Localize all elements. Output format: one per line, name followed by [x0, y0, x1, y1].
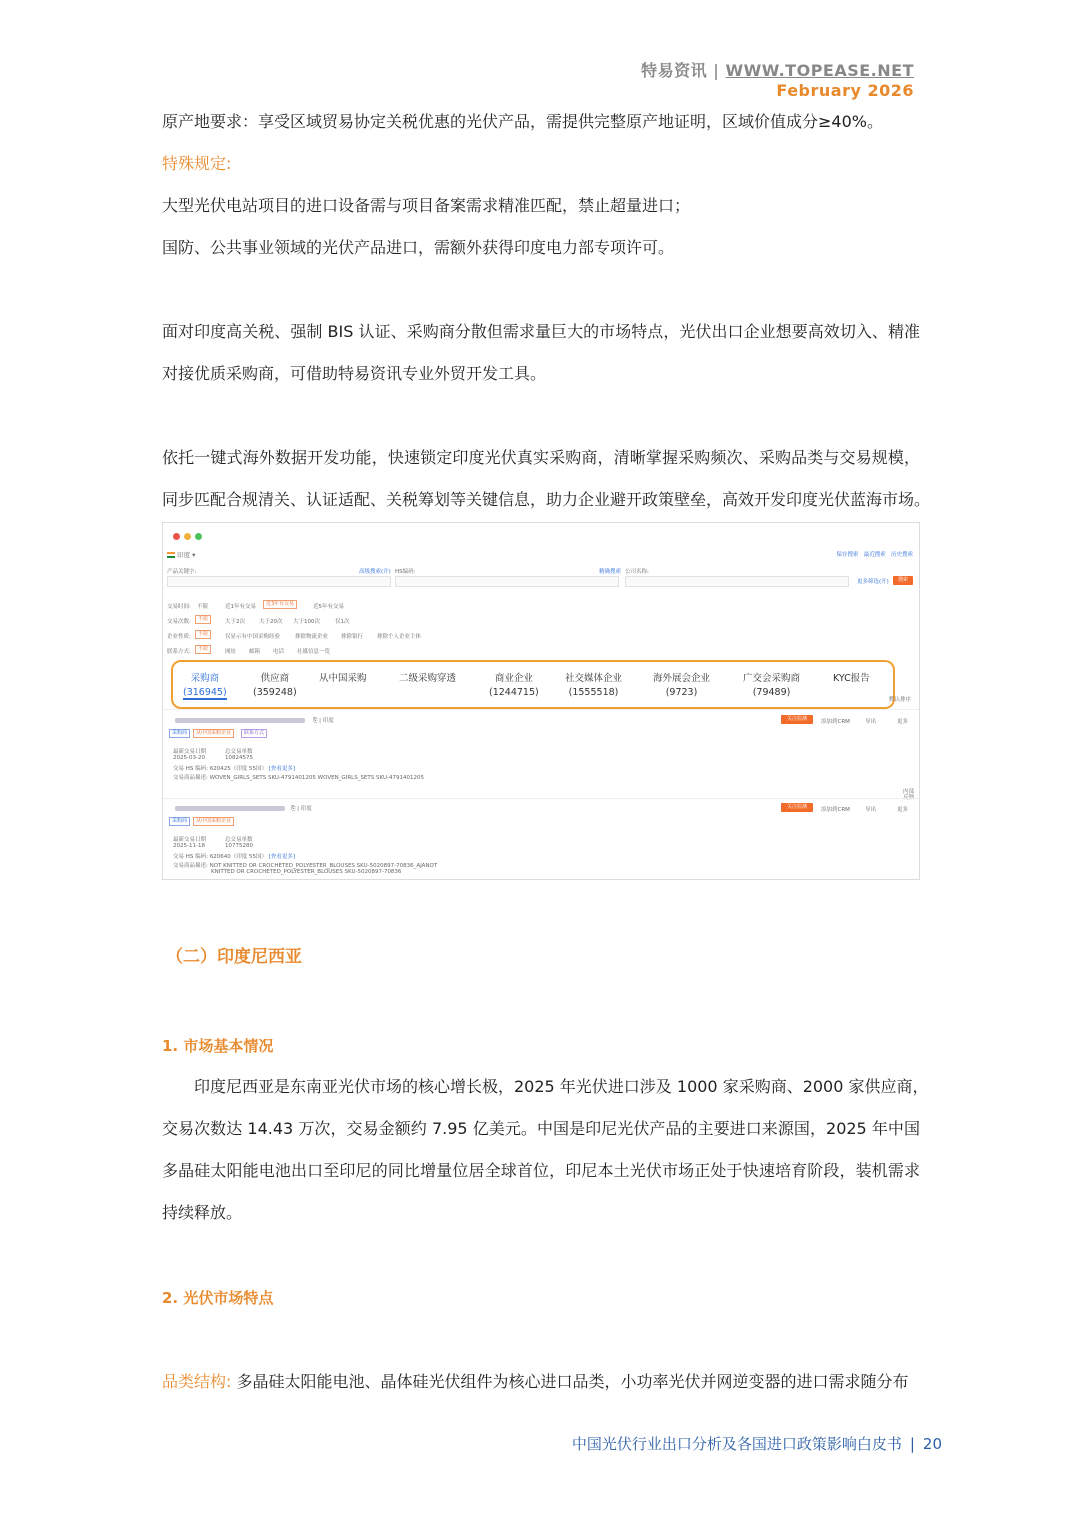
record-country: ⎘ | 印度	[291, 806, 312, 812]
record-tag: 从中国采购企业	[193, 817, 234, 826]
tab-count: (9723)	[665, 687, 698, 698]
desc-row-continued: KNITTED OR CROCHETED_POLYESTER_BLOUSES SKU-5020897-70836	[211, 869, 402, 875]
record-country: ⎘ | 印度	[313, 718, 334, 724]
filter-label: 交易次数:	[167, 619, 191, 625]
record-tag: 联系方式	[241, 729, 267, 738]
search-button[interactable]: 搜索	[893, 576, 913, 585]
record-tag: 采购商	[169, 729, 190, 738]
desc-row-value: NOT KNITTED OR CROCHETED_POLYESTER_BLOUSES SKU-5020897-70836_AJANOT	[209, 863, 438, 869]
filter-option[interactable]: 大于20次	[259, 619, 283, 625]
hs-row-value: 620640（印度 55国）	[209, 854, 267, 860]
header-separator: |	[713, 61, 720, 80]
hs-row	[173, 764, 295, 772]
filter-option-active[interactable]: 不限	[195, 645, 211, 654]
product-input[interactable]	[167, 576, 391, 587]
country-name: 印度	[177, 551, 191, 559]
tab-expo[interactable]	[653, 670, 710, 698]
count-value: 10824575	[225, 755, 253, 761]
header-brand	[641, 58, 914, 81]
advanced-toggle[interactable]: 高级搜索(开)	[359, 569, 391, 575]
tab-commercial[interactable]	[489, 670, 539, 698]
record-country-name: 印度	[322, 718, 334, 724]
company-input[interactable]	[625, 576, 849, 587]
tab-from-china[interactable]	[319, 670, 367, 687]
add-crm-button[interactable]: 添加到CRM	[821, 807, 850, 813]
company-name-redacted[interactable]	[175, 806, 285, 811]
more-filters-link[interactable]: 更多筛选(开)	[857, 579, 889, 585]
hs-row-value: 620425（印度 55国）	[209, 766, 267, 772]
filter-label: 交易时间:	[167, 604, 191, 610]
record-tag: 从中国采购企业	[193, 729, 234, 738]
tab-count: (359248)	[253, 687, 297, 698]
date-label: 最新交易日期	[173, 837, 207, 843]
tab-social[interactable]	[565, 670, 622, 698]
side-note[interactable]: 内部	[903, 789, 915, 795]
sort-dropdown[interactable]: 默认排序	[888, 697, 911, 703]
close-dot-icon[interactable]	[173, 533, 180, 540]
filter-option-active[interactable]: 不限	[195, 615, 211, 624]
hs-more-link[interactable]: [查看更多]	[268, 854, 296, 860]
more-button[interactable]: 更多	[897, 807, 909, 813]
filter-option[interactable]: 社媒信息一览	[297, 649, 331, 655]
divider	[163, 798, 919, 799]
add-crm-button[interactable]: 添加到CRM	[821, 719, 850, 725]
subsection-pv-features: 2. 光伏市场特点	[162, 1289, 274, 1307]
tab-count: (1244715)	[489, 687, 539, 698]
filter-option[interactable]: 排除个人企业主体	[377, 634, 422, 640]
desc-row	[173, 861, 437, 869]
save-search-link[interactable]: 保存搜索	[836, 552, 859, 558]
indonesia-p1-line4: 持续释放。	[162, 1203, 243, 1222]
count-label: 总交易单数	[225, 837, 253, 843]
hs-row	[173, 852, 295, 860]
minimize-dot-icon[interactable]	[184, 533, 191, 540]
brand-name: 特易资讯	[641, 61, 708, 80]
export-button[interactable]: 导出	[865, 719, 877, 725]
tab-secondary[interactable]	[399, 670, 456, 687]
hs-input[interactable]	[395, 576, 619, 587]
tab-label: 供应商	[260, 673, 290, 684]
filter-option[interactable]: 排除银行	[341, 634, 364, 640]
filter-option[interactable]: 近5年有交易	[313, 604, 344, 610]
tab-suppliers[interactable]	[253, 670, 297, 698]
tab-label: 广交会采购商	[743, 673, 801, 684]
filter-option[interactable]: 邮箱	[249, 649, 261, 655]
indonesia-p1-line3: 多晶硅太阳能电池出口至印尼的同比增量位居全球首位，印尼本土光伏市场正处于快速培育阶段，装机需求	[162, 1161, 920, 1180]
hs-more-link[interactable]: [查看更多]	[268, 766, 296, 772]
history-search-link[interactable]: 历史搜索	[890, 552, 913, 558]
filter-label: 企业性质:	[167, 634, 191, 640]
filter-option[interactable]: 仅1次	[335, 619, 350, 625]
count-label: 总交易单数	[225, 749, 253, 755]
filter-option[interactable]: 近1年有交易	[225, 604, 256, 610]
tab-kyc[interactable]	[833, 670, 870, 687]
category-text: 多晶硅太阳能电池、晶体硅光伏组件为核心进口品类，小功率光伏并网逆变器的进口需求随分布	[236, 1372, 909, 1391]
record-country-name: 印度	[300, 806, 312, 812]
header-date: February 2026	[776, 81, 914, 100]
tab-label: 二级采购穿透	[399, 673, 457, 684]
tab-count: (1555518)	[568, 687, 619, 698]
tab-label: 从中国采购	[319, 673, 367, 684]
footer-separator: |	[909, 1435, 915, 1453]
special-label: 特殊规定:	[162, 154, 232, 173]
result-tabs	[171, 660, 895, 709]
country-selector[interactable]: 印度 ▾	[167, 550, 195, 559]
date-label: 最新交易日期	[173, 749, 207, 755]
filter-option[interactable]: 电话	[273, 649, 285, 655]
tab-buyers[interactable]	[183, 670, 227, 700]
category-structure	[162, 1372, 920, 1392]
filter-label: 联系方式:	[167, 649, 191, 655]
tab-label: 海外展会企业	[653, 673, 711, 684]
product-label: 产品关键字:	[167, 569, 197, 575]
indonesia-p1-line1: 印度尼西亚是东南亚光伏市场的核心增长极，2025 年光伏进口涉及 1000 家采购商、2000 家供应商，	[194, 1077, 929, 1096]
footer-title: 中国光伏行业出口分析及各国进口政策影响白皮书	[571, 1435, 902, 1453]
special-rule-2: 国防、公共事业领域的光伏产品进口，需额外获得印度电力部专项许可。	[162, 238, 675, 257]
filter-option[interactable]: 排除物流企业	[295, 634, 329, 640]
date-value: 2025-11-18	[173, 843, 205, 849]
india-flag-icon	[167, 552, 175, 558]
hs-hint[interactable]: 精确搜索	[599, 569, 622, 575]
maximize-dot-icon[interactable]	[195, 533, 202, 540]
desc-row-label: 交易商品描述:	[173, 775, 208, 781]
category-label: 品类结构:	[162, 1372, 232, 1391]
intro-line-2: 对接优质采购商，可借助特易资讯专业外贸开发工具。	[162, 364, 547, 383]
tab-label: 采购商	[190, 673, 220, 684]
desc-row	[173, 773, 424, 781]
origin-text: 享受区域贸易协定关税优惠的光伏产品，需提供完整原产地证明，区域价值成分≥40%。	[258, 112, 883, 131]
tab-label: 商业企业	[494, 673, 533, 684]
tab-count: (79489)	[752, 687, 791, 698]
filter-option[interactable]: 不限	[197, 604, 209, 610]
origin-label: 原产地要求：	[162, 112, 259, 131]
subsection-market-basics: 1. 市场基本情况	[162, 1037, 274, 1055]
intro-line-1: 面对印度高关税、强制 BIS 认证、采购商分散但需求量巨大的市场特点，光伏出口企业想要高效切入、精准	[162, 322, 920, 341]
filter-option-active[interactable]: 近3年有交易	[263, 600, 297, 609]
desc-row-value: WOVEN_GIRLS_SETS SKU-4791401205 WOVEN_GIRLS_SETS SKU-4791401205	[209, 775, 424, 781]
record-tag: 采购商	[169, 817, 190, 826]
more-button[interactable]: 更多	[897, 719, 909, 725]
tab-canton-fair[interactable]	[743, 670, 800, 698]
window-controls	[173, 533, 206, 542]
indonesia-p1-line2: 交易次数达 14.43 万次，交易金额约 7.95 亿美元。中国是印尼光伏产品的主要进口来源国，2025 年中国	[162, 1119, 920, 1138]
top-links	[836, 550, 913, 558]
section-title-indonesia: （二）印度尼西亚	[166, 947, 302, 967]
filter-option[interactable]: 仅显示有中国采购经验	[225, 634, 281, 640]
tool-line-1: 依托一键式海外数据开发功能，快速锁定印度光伏真实采购商，清晰掌握采购频次、采购品类与交易规模，	[162, 448, 920, 467]
company-name-redacted[interactable]	[175, 718, 305, 723]
follow-button[interactable]: 关注监测	[781, 715, 813, 724]
hs-row-label: 交易 HS 编码:	[173, 766, 208, 772]
page-number: 20	[922, 1435, 942, 1453]
filter-option[interactable]: 大于2次	[225, 619, 245, 625]
filter-option-active[interactable]: 不限	[195, 630, 211, 639]
desc-row-label: 交易商品描述:	[173, 863, 208, 869]
header-url-link[interactable]: WWW.TOPEASE.NET	[725, 61, 914, 80]
embedded-app-screenshot	[162, 522, 920, 880]
count-value: 10775280	[225, 843, 253, 849]
filter-option[interactable]: 网址	[225, 649, 237, 655]
tab-label: 社交媒体企业	[565, 673, 623, 684]
date-value: 2025-03-20	[173, 755, 205, 761]
origin-requirement	[162, 112, 920, 132]
filter-option[interactable]: 大于100次	[293, 619, 320, 625]
export-button[interactable]: 导出	[865, 807, 877, 813]
recent-search-link[interactable]: 最近搜索	[863, 552, 886, 558]
tool-line-2: 同步匹配合规清关、认证适配、关税筹划等关键信息，助力企业避开政策壁垒，高效开发印度光伏蓝海市场。	[162, 490, 931, 509]
company-label: 公司名称:	[625, 569, 649, 575]
tab-label: KYC报告	[833, 673, 870, 684]
footer	[572, 1433, 942, 1454]
hs-row-label: 交易 HS 编码:	[173, 854, 208, 860]
follow-button[interactable]: 关注监测	[781, 803, 813, 812]
divider	[163, 709, 919, 710]
hs-label: HS编码:	[395, 569, 416, 575]
tab-count: (316945)	[183, 687, 227, 698]
special-rule-1: 大型光伏电站项目的进口设备需与项目备案需求精准匹配，禁止超量进口；	[162, 196, 691, 215]
